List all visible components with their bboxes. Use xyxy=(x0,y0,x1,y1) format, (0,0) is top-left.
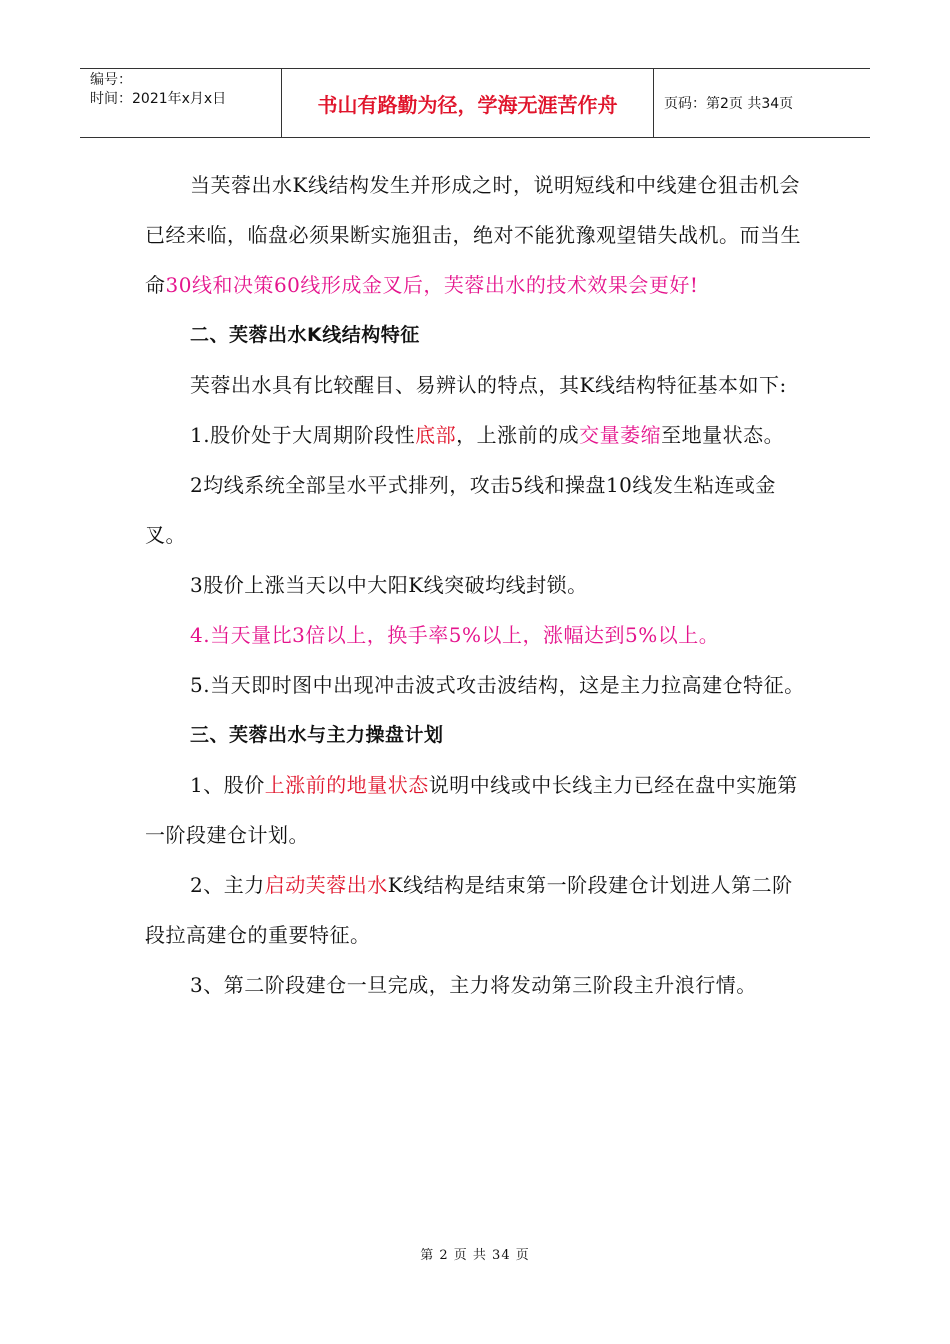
section-heading-2: 二、芙蓉出水K线结构特征 xyxy=(190,324,420,346)
header-meta xyxy=(80,69,282,137)
page-header xyxy=(80,68,870,138)
text-run: 说明中线或中长线主力已经在盘中实施第一阶段建仓计划。 xyxy=(145,773,798,847)
highlight-text: 上涨前的地量状态 xyxy=(264,773,429,797)
number-label: 编号： xyxy=(90,72,132,88)
document-body xyxy=(145,160,810,1010)
text-run: ，上涨前的成 xyxy=(456,423,580,447)
feature-item-2: 2均线系统全部呈水平式排列，攻击5线和操盘10线发生粘连或金叉。 xyxy=(145,473,776,547)
highlight-text: 30线和决策60线形成金叉后，芙蓉出水的技术效果会更好! xyxy=(165,273,699,297)
text-run: K线结构是结束第一阶段建仓计划进人第二阶段拉高建仓的重要特征。 xyxy=(145,873,793,947)
feature-item-5: 5.当天即时图中出现冲击波式攻击波结构，这是主力拉高建仓特征。 xyxy=(190,673,805,697)
feature-item-3: 3股价上涨当天以中大阳K线突破均线封锁。 xyxy=(190,573,588,597)
section-heading-3: 三、芙蓉出水与主力操盘计划 xyxy=(190,724,444,746)
header-motto: 书山有路勤为径，学海无涯苦作舟 xyxy=(282,69,654,137)
text-run: 当芙蓉出水K线结构发生并形成之时，说明短线和中线建仓狙击机会已经来临，临盘必须果断实施狙击，绝对不能犹豫观望错失战机。而当生命 xyxy=(145,173,801,297)
text-run: 1、股价 xyxy=(190,773,265,797)
paragraph-intro xyxy=(145,160,810,310)
page-footer: 第 2 页 共 34 页 xyxy=(420,1248,530,1263)
highlight-text: 启动芙蓉出水 xyxy=(264,873,388,897)
plan-item-2 xyxy=(145,860,810,960)
paragraph-features: 芙蓉出水具有比较醒目、易辨认的特点，其K线结构特征基本如下: xyxy=(190,373,787,397)
text-run: 至地量状态。 xyxy=(661,423,785,447)
feature-item-4: 4.当天量比3倍以上，换手率5%以上，涨幅达到5%以上。 xyxy=(190,623,720,647)
time-label: 时间：2021年x月x日 xyxy=(90,91,227,107)
highlight-text: 交量萎缩 xyxy=(579,423,662,447)
feature-item-1 xyxy=(145,410,810,460)
text-run: 1.股价处于大周期阶段性 xyxy=(190,423,416,447)
header-page-info: 页码：第2页 共34页 xyxy=(664,96,794,112)
plan-item-3: 3、第二阶段建仓一旦完成，主力将发动第三阶段主升浪行情。 xyxy=(190,973,757,997)
text-run: 2、主力 xyxy=(190,873,265,897)
highlight-text: 底部 xyxy=(415,423,457,447)
plan-item-1 xyxy=(145,760,810,860)
